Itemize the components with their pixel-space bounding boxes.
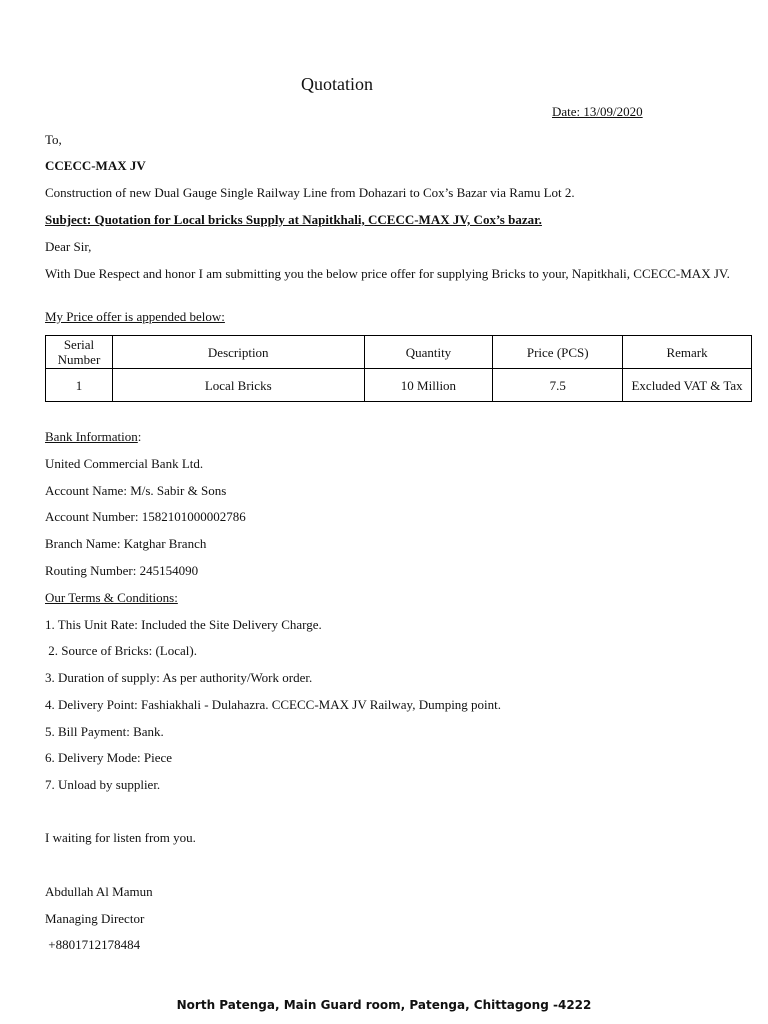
signature-phone: +8801712178484 bbox=[45, 937, 141, 952]
term-item: 2. Source of Bricks: (Local). bbox=[45, 643, 197, 658]
header-remark: Remark bbox=[623, 336, 752, 369]
header-description: Description bbox=[112, 336, 364, 369]
table-row bbox=[46, 369, 752, 402]
subject-line: Subject: Quotation for Local bricks Supply at Napitkhali, CCECC-MAX JV, Cox’s bazar. bbox=[45, 212, 542, 227]
date-line: Date: 13/09/2020 bbox=[552, 104, 643, 119]
terms-heading: Our Terms & Conditions: bbox=[45, 590, 178, 605]
document-title: Quotation bbox=[301, 74, 373, 94]
bank-heading bbox=[45, 429, 141, 445]
bank-heading-label: Bank Information bbox=[45, 429, 138, 444]
offer-heading: My Price offer is appended below: bbox=[45, 309, 225, 324]
bank-heading-colon: : bbox=[137, 429, 142, 444]
to-line: To, bbox=[45, 132, 62, 147]
bank-name: United Commercial Bank Ltd. bbox=[45, 456, 204, 471]
salutation: Dear Sir, bbox=[45, 239, 92, 254]
term-item: 5. Bill Payment: Bank. bbox=[45, 724, 164, 739]
signature-name: Abdullah Al Mamun bbox=[45, 884, 153, 899]
account-number: Account Number: 1582101000002786 bbox=[45, 509, 246, 524]
footer-address: North Patenga, Main Guard room, Patenga, Chittagong -4222 bbox=[176, 998, 592, 1012]
recipient-name: CCECC-MAX JV bbox=[45, 158, 146, 173]
header-serial: Serial Number bbox=[46, 336, 113, 369]
header-quantity: Quantity bbox=[364, 336, 493, 369]
term-item: 4. Delivery Point: Fashiakhali - Dulahazra. CCECC-MAX JV Railway, Dumping point. bbox=[45, 697, 502, 712]
cell-remark: Excluded VAT & Tax bbox=[623, 369, 752, 402]
signature-position: Managing Director bbox=[45, 911, 145, 926]
project-line: Construction of new Dual Gauge Single Railway Line from Dohazari to Cox’s Bazar via Ramu Lot 2. bbox=[45, 185, 575, 200]
term-item: 1. This Unit Rate: Included the Site Delivery Charge. bbox=[45, 617, 322, 632]
closing-line: I waiting for listen from you. bbox=[45, 830, 196, 845]
table-header-row bbox=[46, 336, 752, 369]
term-item: 7. Unload by supplier. bbox=[45, 777, 161, 792]
cell-description: Local Bricks bbox=[112, 369, 364, 402]
account-name: Account Name: M/s. Sabir & Sons bbox=[45, 483, 227, 498]
cell-quantity: 10 Million bbox=[364, 369, 493, 402]
routing-number: Routing Number: 245154090 bbox=[45, 563, 199, 578]
cell-price: 7.5 bbox=[493, 369, 623, 402]
term-item: 3. Duration of supply: As per authority/Work order. bbox=[45, 670, 313, 685]
intro-paragraph: With Due Respect and honor I am submitting you the below price offer for supplying Bricks to your, Napitkhali, CCECC-MAX JV. bbox=[45, 266, 730, 281]
price-table bbox=[45, 335, 752, 402]
header-price: Price (PCS) bbox=[493, 336, 623, 369]
cell-serial: 1 bbox=[46, 369, 113, 402]
term-item: 6. Delivery Mode: Piece bbox=[45, 750, 173, 765]
branch-name: Branch Name: Katghar Branch bbox=[45, 536, 207, 551]
